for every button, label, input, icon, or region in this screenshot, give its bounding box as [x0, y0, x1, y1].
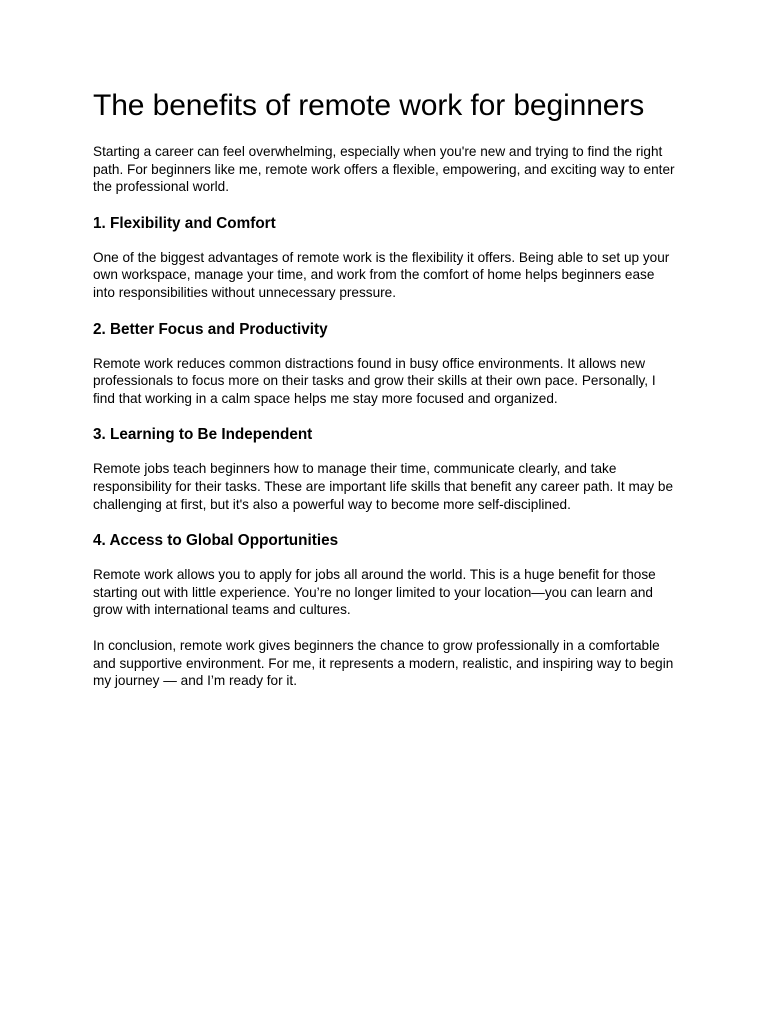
section-heading-focus: 2. Better Focus and Productivity [93, 320, 328, 338]
conclusion-paragraph: In conclusion, remote work gives beginners the chance to grow professionally in a comfortable and supportive environment. For me, it represents a modern, realistic, and inspiring way to begin my journey — and I’m ready for it. [93, 637, 674, 689]
section-body-flexibility: One of the biggest advantages of remote work is the flexibility it offers. Being able to set up your own workspace, manage your time, and work from the comfort of home helps beginners ease into responsibilities without unnecessary pressure. [93, 249, 670, 300]
section-heading-global: 4. Access to Global Opportunities [93, 532, 339, 550]
section-heading-flexibility: 1. Flexibility and Comfort [93, 214, 276, 232]
document-page [93, 84, 675, 708]
section-body-focus: Remote work reduces common distractions found in busy office environments. It allows new professionals to focus more on their tasks and grow their skills at their own pace. Personally, I find that working in a calm space helps me stay more focused and organized. [93, 355, 656, 406]
document-title: The benefits of remote work for beginners [93, 89, 645, 122]
section-body-independent: Remote jobs teach beginners how to manage their time, communicate clearly, and take responsibility for their tasks. These are important life skills that benefit any career path. It may be challenging at first, but it's also a powerful way to become more self-disciplined. [93, 461, 674, 512]
section-heading-independent: 3. Learning to Be Independent [93, 426, 313, 444]
intro-paragraph: Starting a career can feel overwhelming, especially when you're new and trying to find the right path. For beginners like me, remote work offers a flexible, empowering, and exciting way to enter the professional world. [93, 144, 675, 195]
section-body-global: Remote work allows you to apply for jobs all around the world. This is a huge benefit for those starting out with little experience. You’re no longer limited to your location—you can learn and grow with international teams and cultures. [93, 567, 656, 618]
